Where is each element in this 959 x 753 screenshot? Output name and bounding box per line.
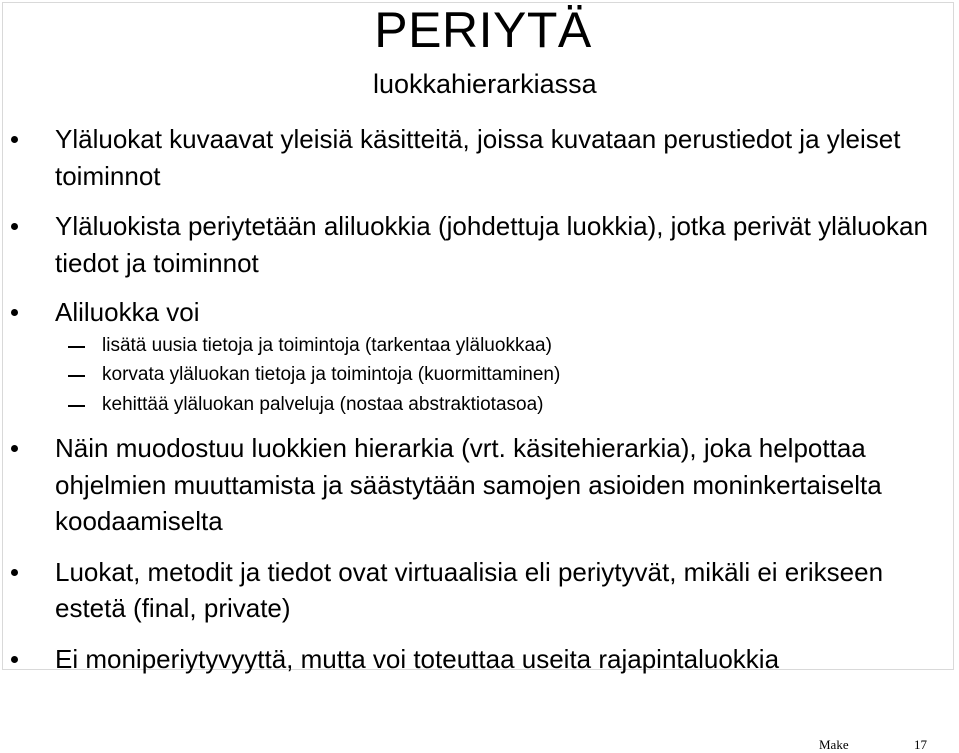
sub-bullet-text: lisätä uusia tietoja ja toimintoja (tarkentaa yläluokkaa) [102, 334, 552, 356]
bullet-text: Yläluokista periytetään aliluokkia (johdettuja luokkia), jotka perivät yläluokan tiedot ja toiminnot [55, 211, 928, 278]
sub-bullet-text: korvata yläluokan tietoja ja toimintoja (kuormittaminen) [102, 364, 561, 385]
bullet-dot-icon [11, 656, 18, 663]
bullet-text: Yläluokat kuvaavat yleisiä käsitteitä, joissa kuvataan perustiedot ja yleiset toiminnot [55, 124, 901, 191]
bullet-text: Aliluokka voi [55, 297, 200, 327]
dash-icon [68, 375, 85, 377]
bullet-dot-icon [11, 223, 18, 230]
dash-icon [68, 346, 85, 348]
bullet-text: Ei moniperiytyvyyttä, mutta voi toteuttaa useita rajapintaluokkia [55, 643, 780, 674]
page-number: 17 [914, 737, 927, 752]
sub-bullet-item [0, 360, 959, 390]
bullet-item [0, 641, 959, 678]
bullet-item [0, 554, 959, 627]
bullet-item [0, 208, 959, 281]
footer-label: Make [819, 737, 849, 752]
sub-bullet-item [0, 331, 959, 361]
bullet-dot-icon [11, 569, 18, 576]
bullet-dot-icon [11, 445, 18, 452]
bullet-dot-icon [11, 136, 18, 143]
sub-bullet-item [0, 390, 959, 420]
bullet-dot-icon [11, 309, 18, 316]
bullet-list [0, 121, 959, 677]
slide-title: PERIYTÄ [374, 2, 592, 58]
bullet-item [0, 294, 959, 331]
slide-subtitle: luokkahierarkiassa [373, 69, 597, 99]
sub-bullet-list [0, 331, 959, 420]
dash-icon [68, 405, 85, 407]
bullet-item [0, 430, 959, 540]
bullet-text: Näin muodostuu luokkien hierarkia (vrt. käsitehierarkia), joka helpottaa ohjelmien muuttamista ja säästytään samojen asioiden moninkertaiselta koodaamiselta [55, 433, 882, 536]
bullet-item [0, 121, 959, 194]
bullet-text: Luokat, metodit ja tiedot ovat virtuaalisia eli periytyvät, mikäli ei erikseen estetä (final, private) [55, 556, 884, 623]
sub-bullet-text: kehittää yläluokan palveluja (nostaa abstraktiotasoa) [102, 393, 544, 415]
